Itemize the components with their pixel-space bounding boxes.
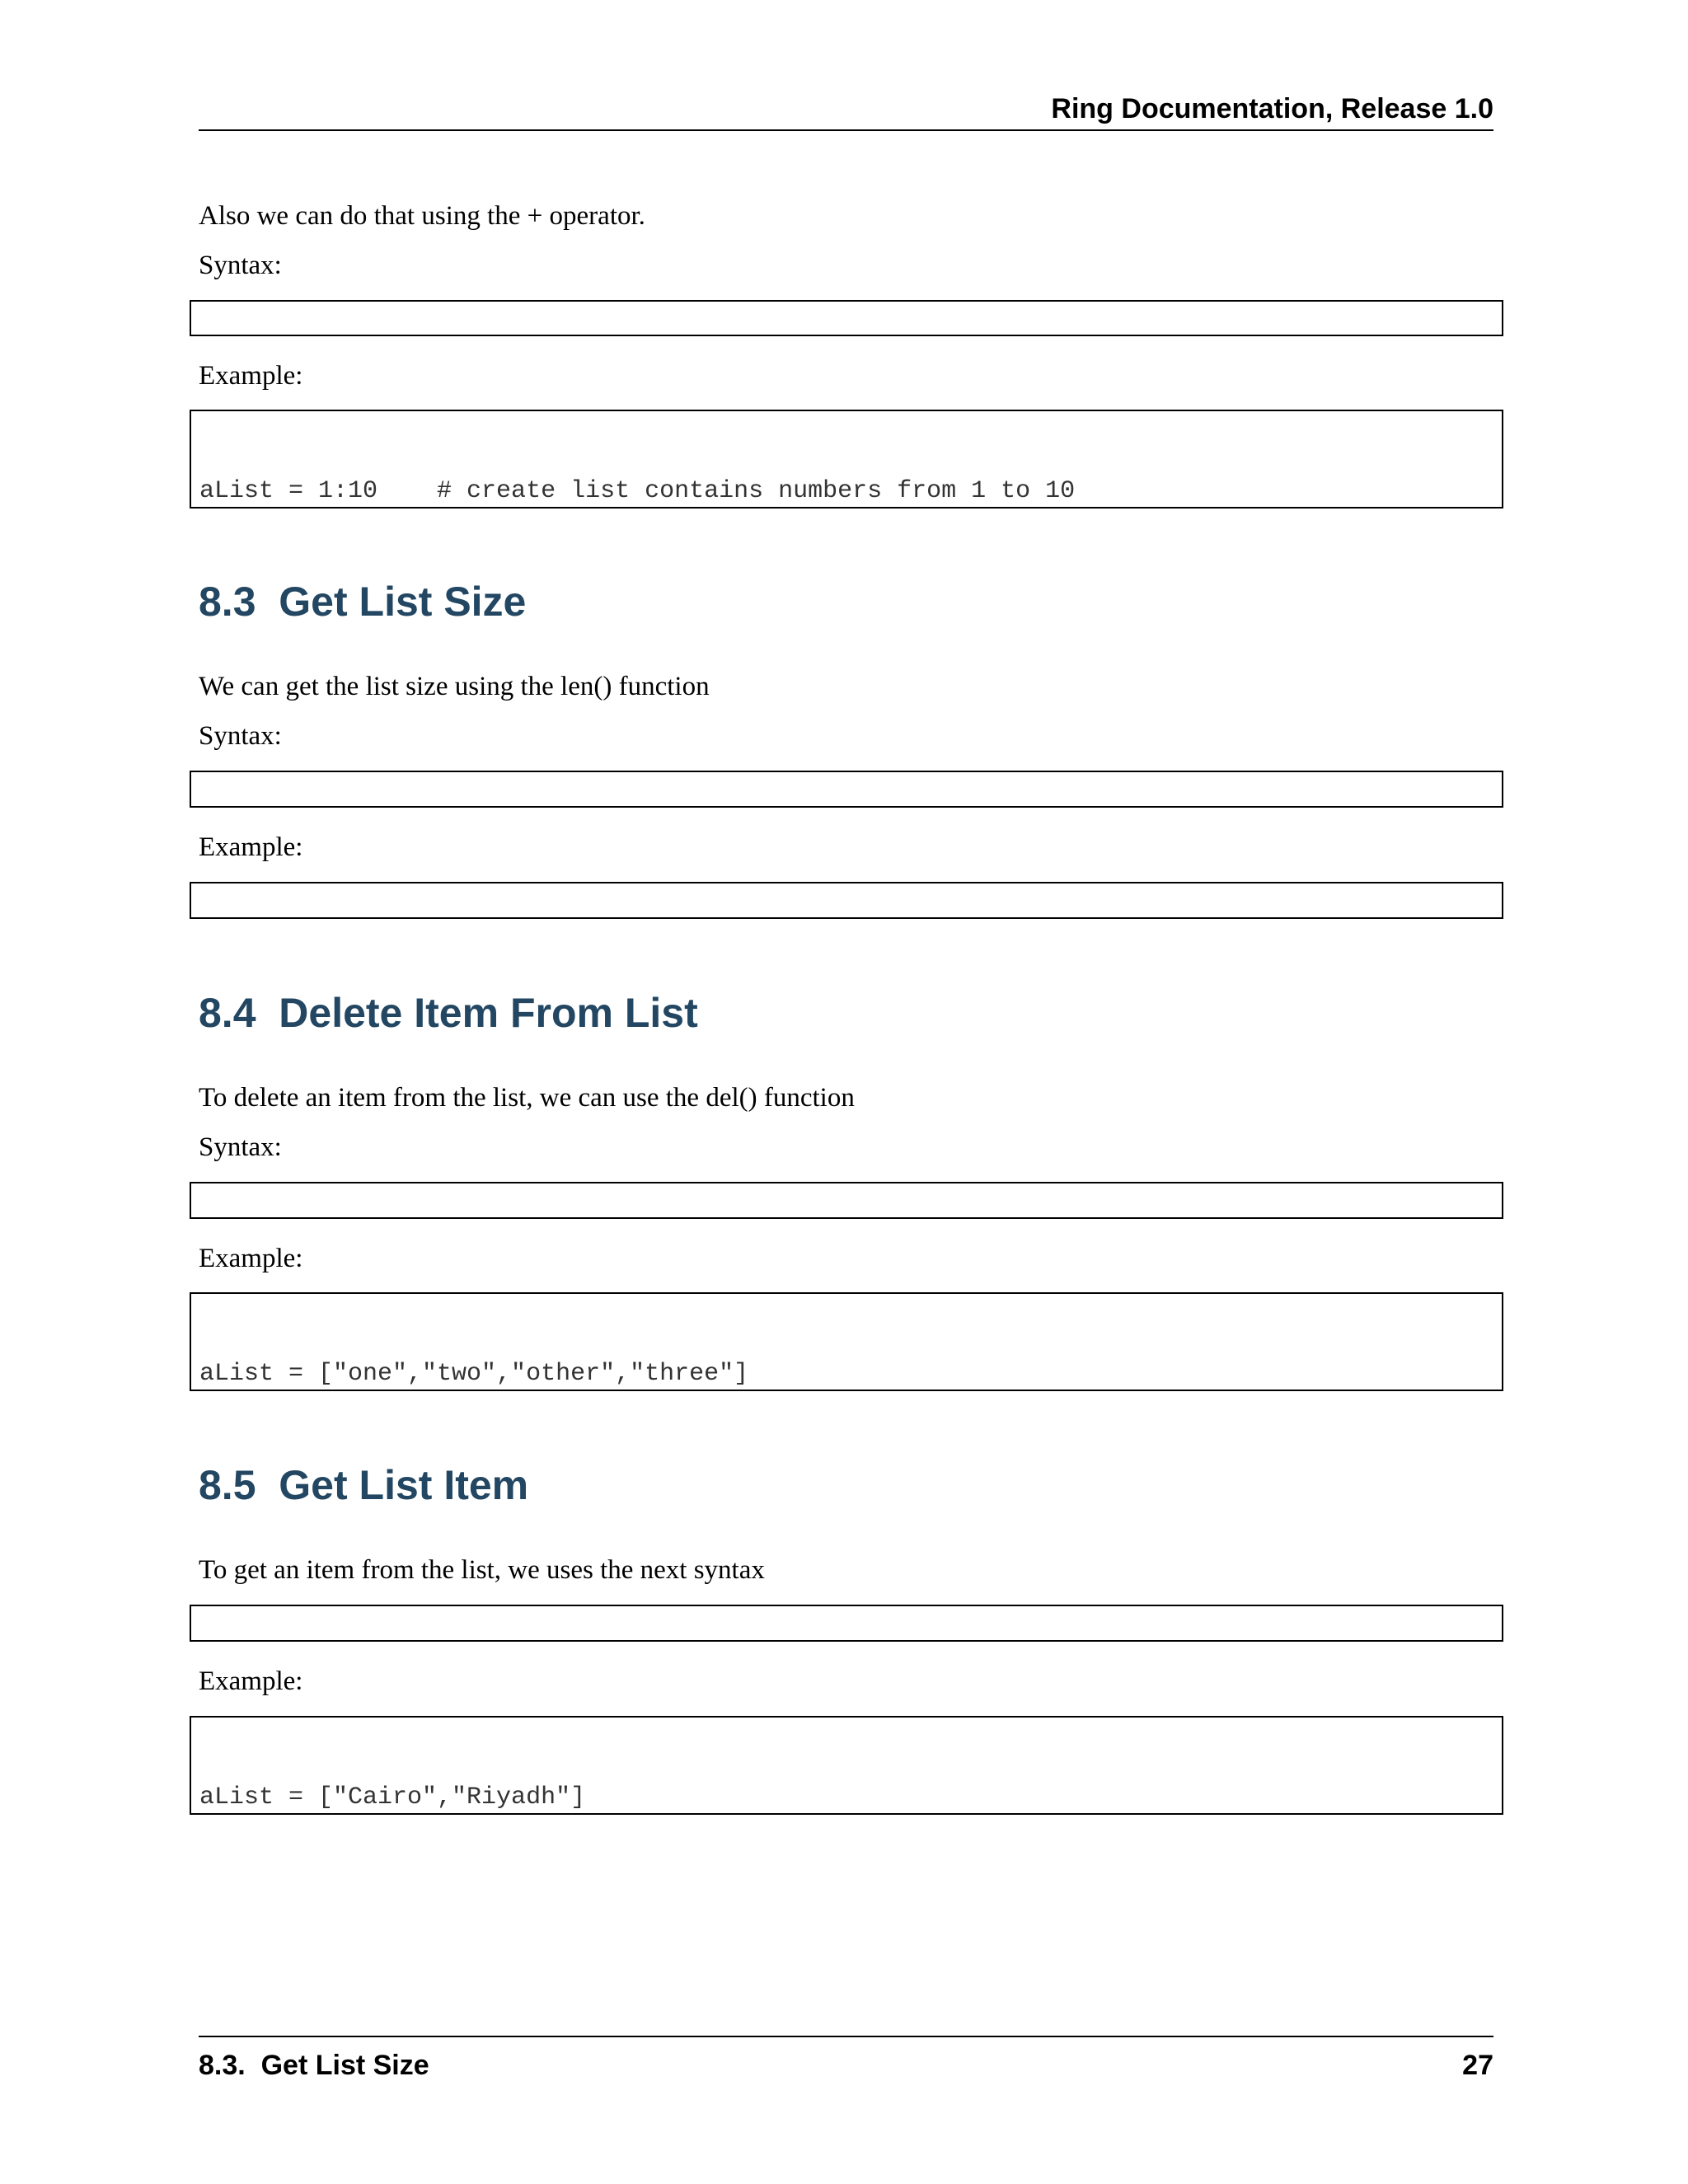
example-label: Example:: [199, 1244, 303, 1273]
syntax-label: Syntax:: [199, 1132, 282, 1162]
running-header-title: Ring Documentation, Release 1.0: [1051, 93, 1493, 124]
syntax-code-block: [190, 1182, 1503, 1219]
intro-syntax-code-block: [190, 300, 1503, 336]
syntax-label: Syntax:: [199, 721, 282, 751]
example-label: Example:: [199, 832, 303, 862]
section-paragraph: To delete an item from the list, we can use the del() function: [199, 1083, 855, 1113]
intro-example-code-block: [190, 410, 1503, 509]
section-paragraph: We can get the list size using the len() function: [199, 672, 710, 701]
page-number: 27: [1462, 2050, 1493, 2081]
footer-section-title: 8.3. Get List Size: [199, 2050, 429, 2081]
header-rule: [199, 129, 1493, 131]
section-heading-get-list-size: 8.3 Get List Size: [199, 579, 527, 625]
example-code-block: [190, 1716, 1503, 1815]
section-heading-delete-item: 8.4 Delete Item From List: [199, 990, 698, 1036]
code-line: aList = ["one","two","other","three"]: [199, 1360, 749, 1388]
example-code-block: [190, 882, 1503, 919]
syntax-code-block: [190, 771, 1503, 808]
section-heading-get-list-item: 8.5 Get List Item: [199, 1462, 529, 1508]
syntax-code-block: [190, 1605, 1503, 1642]
footer-rule: [199, 2036, 1493, 2037]
code-line: aList = 1:10 # create list contains numbers from 1 to 10: [199, 477, 1076, 505]
example-code-block: [190, 1292, 1503, 1391]
intro-example-label: Example:: [199, 361, 303, 391]
intro-syntax-label: Syntax:: [199, 251, 282, 280]
code-line: aList = ["Cairo","Riyadh"]: [199, 1783, 586, 1811]
intro-paragraph: Also we can do that using the + operator.: [199, 201, 645, 231]
example-label: Example:: [199, 1666, 303, 1696]
section-paragraph: To get an item from the list, we uses the next syntax: [199, 1555, 765, 1585]
